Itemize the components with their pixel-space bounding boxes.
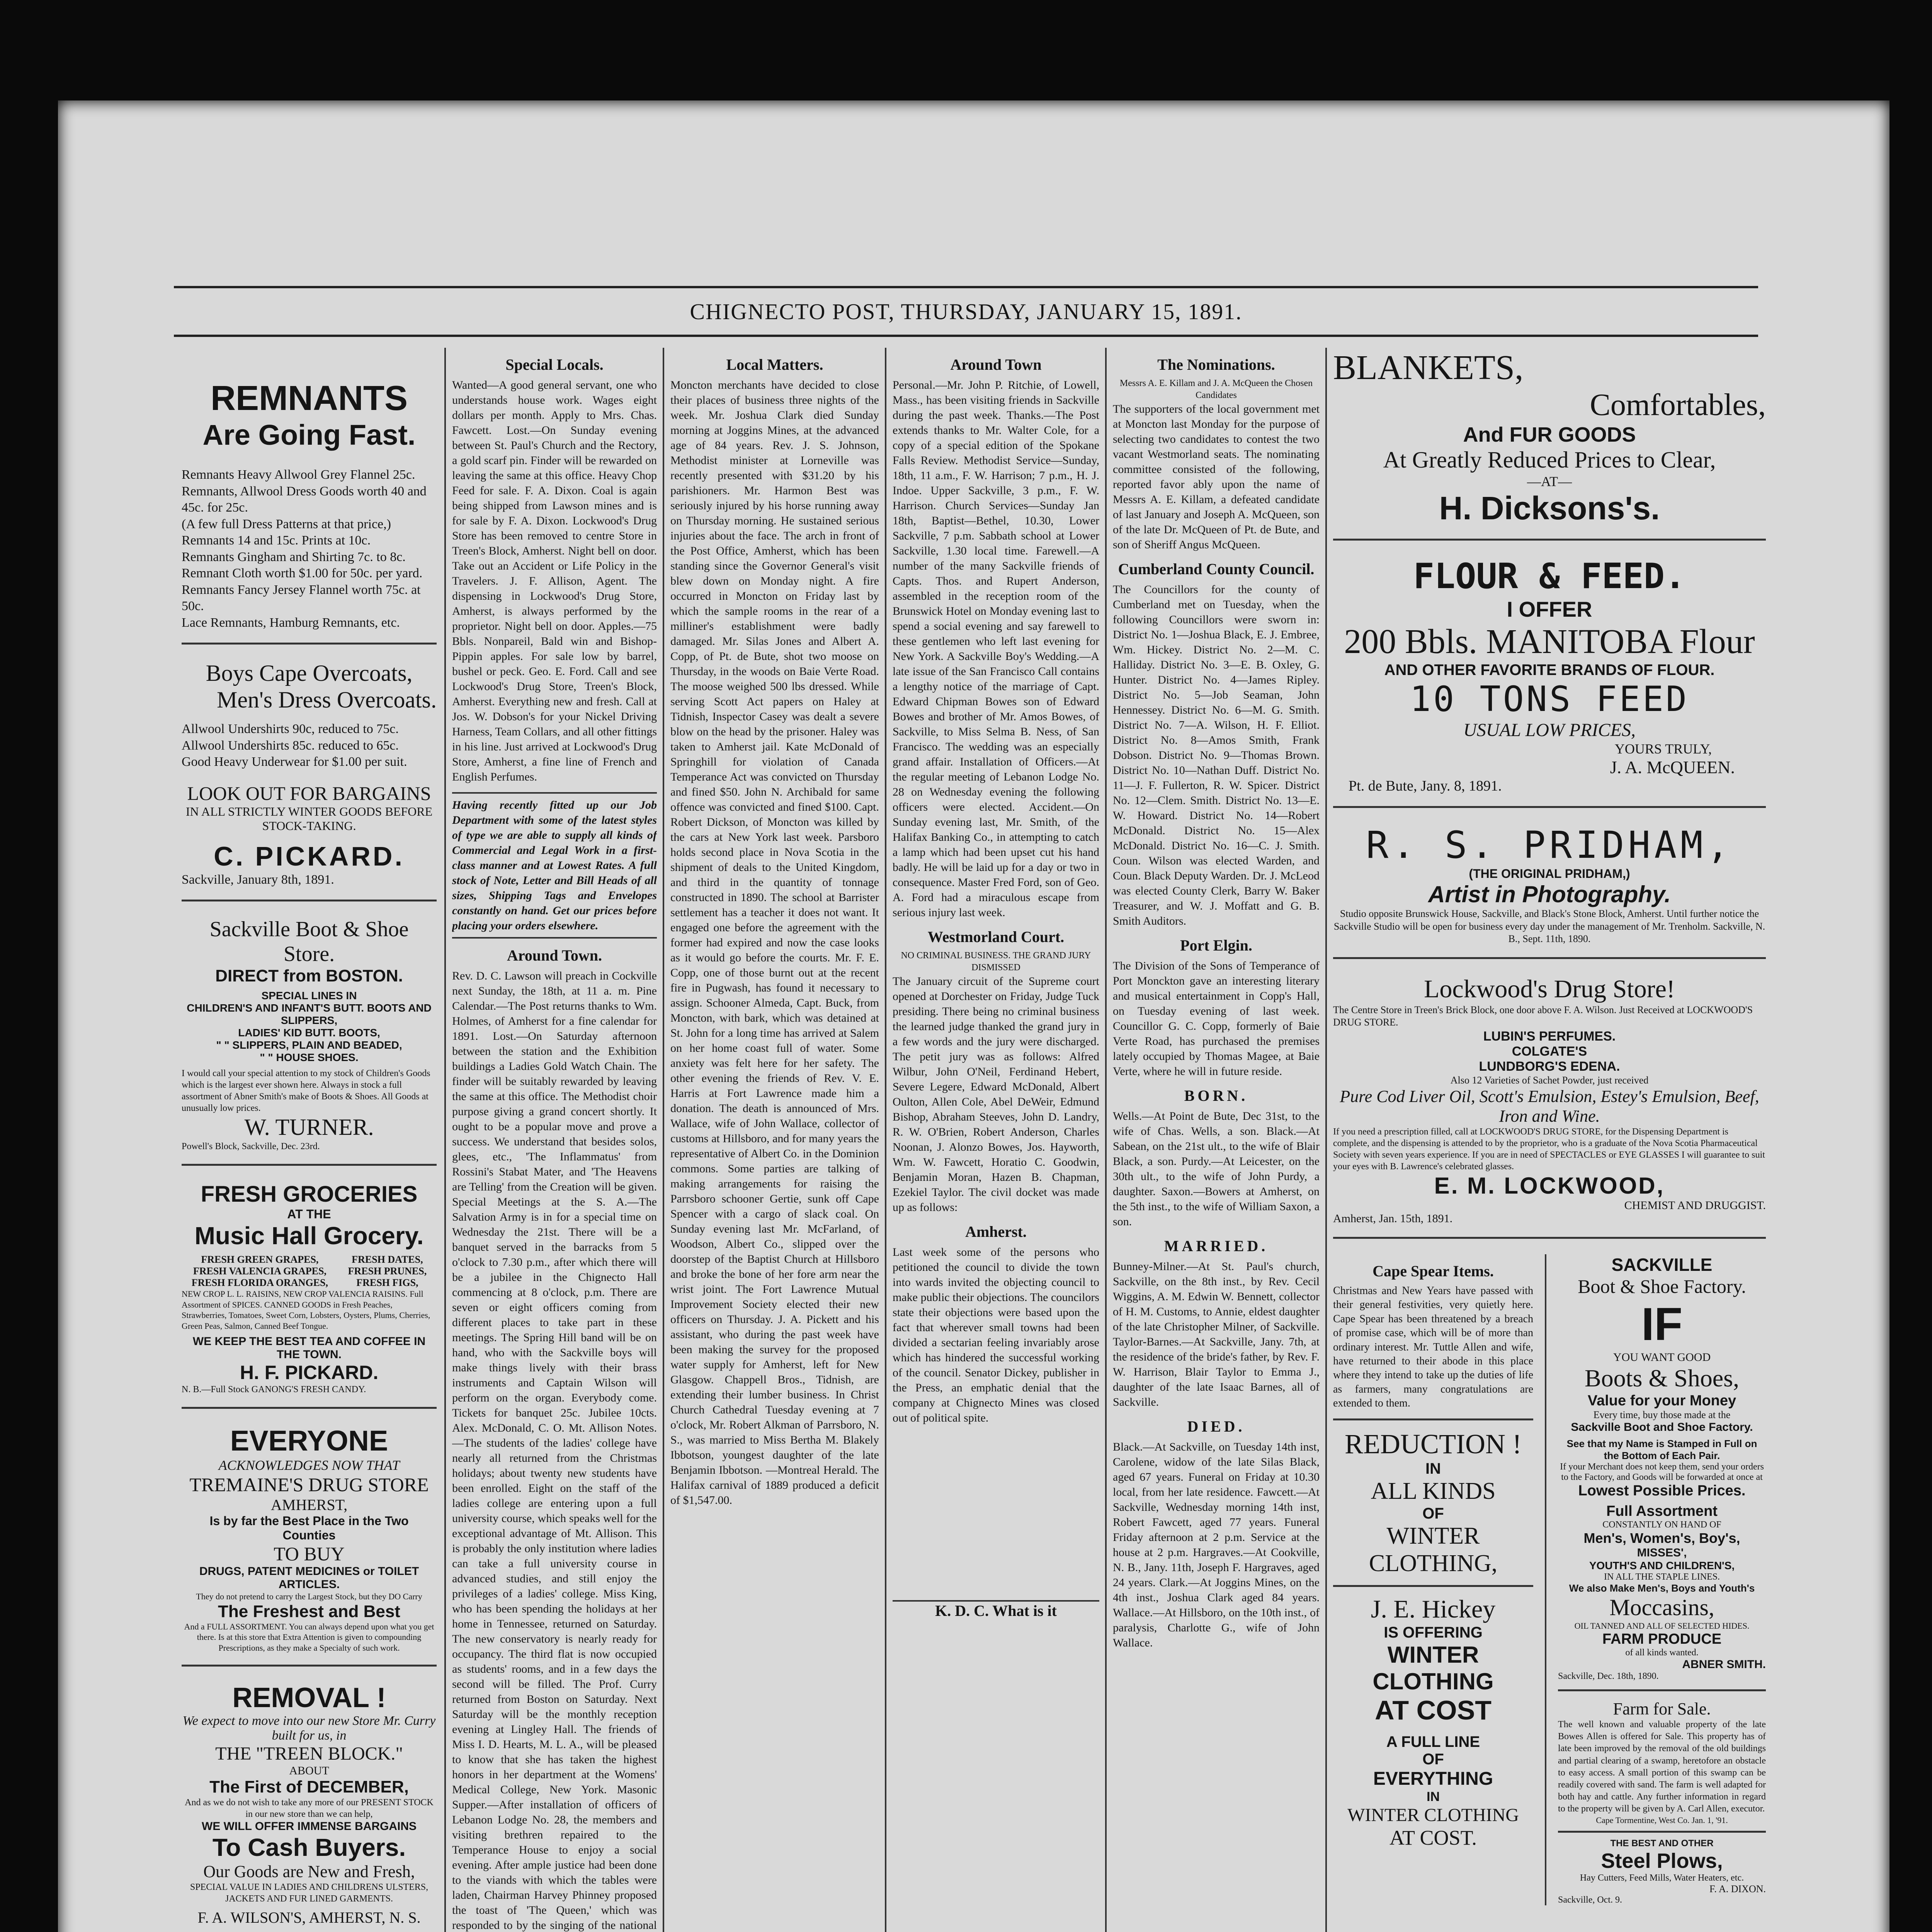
groceries-note: NEW CROP L. L. RAISINS, NEW CROP VALENCIA RAISINS. Full Assortment of SPICES. CANNED GOODS in Fresh Peaches, Strawberries, Tomatoes, Sweet Corn, Lobsters, Oysters, Plums, Cherries, Green Peas, Salmon, Canned Beef Tongue. (182, 1289, 430, 1331)
remnants-ad (182, 379, 437, 645)
job-department-notice: Having recently fitted up our Job Department with some of the latest styles of type we are able to supply all kinds of Commercial and Legal Work in a first-class manner and at Lowest Rates. A full stock of Note, Letter and Bill Heads of all sizes, Shipping Tags and Envelopes constantly on hand. Get our prices before placing your orders elsewhere. (452, 792, 657, 939)
column-rule (1325, 348, 1327, 1932)
article-text: Personal.—Mr. John P. Ritchie, of Lowell, Mass., has been visiting friends in Sackville during the past week. Thanks.—The Post extends thanks to Mr. Walter Cole, for a copy of a special edition of the Spokane Falls Review. Methodist Service—Sunday, 18th, 11 a.m., F. W. Harrison; 7 p.m., H. J. Indoe. Upper Sackville, 3 p.m., F. W. Harrison. Church Services—Sunday Jan 18th, Baptist—Bethel, 10.30, Lower Sackville, 7 p.m. Sabbath school at Lower Sackville, 1.30 local time. Farewell.—A number of the many Sackville friends of Capts. Thos. and Rupert Anderson, assembled in the reception room of the Brunswick Hotel on Monday evening last to spend a social evening and say farewell to these gentlemen who left last evening for New York. A Sackville Boy's Wedding.—A late issue of the San Francisco Call contains a lengthy notice of the marriage of Capt. Edward Chipman Bowes son of Edward Bowes and brother of Mr. Amos Bowes, of Sackville, to Miss Selma B. Ness, of San Francisco. The wedding was an especially grand affair. Installation of Officers.—At the regular meeting of Lebanon Lodge No. 28 on Wednesday evening the following officers were elected. Accident.—On Sunday evening last, Mr. Smith, of the Halifax Banking Co., in attempting to catch a lamp which had been upset cut his hand badly. He will be laid up for a day or two in consequence. Master Fred Ford, son of Geo. A. Ford had a miraculous escape from serious injury last week. (893, 379, 1099, 919)
advertiser-name: ABNER SMITH. (1682, 1658, 1766, 1671)
grocery-item: FRESH FLORIDA ORANGES, (191, 1277, 328, 1288)
ad-line: LADIES' KID BUTT. BOOTS, (238, 1027, 380, 1039)
ad-line: Remnants, Allwool Dress Goods worth 40 and 45c. for 25c. (182, 484, 427, 515)
ad-line: Lace Remnants, Hamburg Remnants, etc. (182, 615, 400, 630)
ad-line: Allwool Undershirts 85c. reduced to 65c. (182, 738, 399, 753)
factory-full: Full Assortment (1606, 1503, 1718, 1519)
hickey-wc: WINTER CLOTHING (1347, 1804, 1519, 1825)
column-rule (885, 348, 886, 1932)
factory-farm: FARM PRODUCE (1602, 1631, 1722, 1647)
section-heading: Special Locals. (505, 356, 604, 373)
pridham-artist: Artist in Photography. (1428, 881, 1671, 907)
everyone-ack: ACKNOWLEDGES NOW THAT (218, 1458, 400, 1473)
plows-best: THE BEST AND OTHER (1610, 1838, 1714, 1849)
lockwood-ad (1333, 975, 1766, 1239)
section-heading: MARRIED. (1164, 1237, 1269, 1255)
hickey-of: OF (1422, 1750, 1444, 1768)
ad-line: Remnant Cloth worth $1.00 for 50c. per yard. (182, 566, 423, 580)
factory-misses: MISSES', (1637, 1546, 1687, 1559)
lockwood-pure: Pure Cod Liver Oil, Scott's Emulsion, Estey's Emulsion, Beef, Iron and Wine. (1340, 1087, 1759, 1126)
dateline: Sackville, January 8th, 1891. (182, 872, 334, 887)
flour-tons: 10 TONS FEED (1410, 679, 1689, 719)
article-text: Black.—At Sackville, on Tuesday 14th inst, Carolene, widow of the late Silas Black, aged 67 years. Funeral on Friday at 10.30 local, from her late residence. Fawcett.—At Sackville, Wednesday morning 14th inst, Robert Fawcett, aged 77 years. Funeral Friday afternoon at 2 p.m. Service at the house at 2 p.m. Hargraves.—At Cookville, N. B., Jany. 11th, Joseph F. Hargraves, aged 24 years. Clark.—At Joggins Mines, on the 4th inst., Joshua Clark aged 84 years. Wallace.—At Hillsboro, on the 10th inst., of paralysis, Charlotte G., wife of John Wallace. (1113, 1440, 1320, 1650)
removal-line-2: And as we do not wish to take any more of our PRESENT STOCK in our new store than we can help, (185, 1798, 434, 1819)
factory-sbs: Sackville Boot and Shoe Factory. (1571, 1421, 1753, 1434)
lockwood-note: If you need a prescription filled, call at LOCKWOOD'S DRUG STORE, for the Dispensing Department is complete, and the dispensing is attended to by the proprietor, who is a graduate of the Nova Scotia Pharmaceutical Society with seven years experience. If you are in need of SPECTACLES or EYE GLASSES I will guarantee to suit your eyes with B. Lawrence's celebrated glasses. (1333, 1127, 1765, 1172)
reduction-winter: WINTER (1386, 1522, 1480, 1549)
masthead: CHIGNECTO POST, THURSDAY, JANUARY 15, 1891. (174, 286, 1758, 337)
factory-sub: Boot & Shoe Factory. (1578, 1276, 1746, 1297)
ad-line: " " HOUSE SHOES. (260, 1051, 359, 1063)
hickey-atcost: AT COST. (1389, 1826, 1477, 1849)
column-6 (1333, 348, 1766, 1932)
groceries-at: AT THE (287, 1207, 331, 1221)
blankets-title: BLANKETS, (1333, 349, 1524, 387)
drug-store-name: TREMAINE'S DRUG STORE (189, 1474, 429, 1495)
section-heading: DIED. (1187, 1418, 1245, 1435)
remnants-subtitle: Are Going Fast. (202, 419, 416, 451)
removal-offer: WE WILL OFFER IMMENSE BARGAINS (201, 1820, 417, 1833)
factory-want: YOU WANT GOOD (1613, 1351, 1711, 1364)
removal-goods: Our Goods are New and Fresh, (203, 1862, 415, 1881)
section-heading: Around Town. (507, 947, 602, 964)
advertiser-name: H. Dicksons's. (1439, 490, 1660, 526)
section-heading: Cape Spear Items. (1372, 1262, 1494, 1280)
article-text: Wells.—At Point de Bute, Dec 31st, to the wife of Chas. Wells, a son. Black.—At Sabean, on the 21st ult., to the wife of Blair Black, a son. Purdy.—At Leicester, on the 30th ult., to the wife of John Purdy, a daughter. Saxon.—Bowers at Amherst, on the 5th inst., to the wife of William Saxon, a son. (1113, 1110, 1320, 1228)
advertiser-name: J. A. McQUEEN. (1610, 757, 1735, 777)
article-text: Wanted—A good general servant, one who understands house work. Wages eight dollars per month. Apply to Mrs. Chas. Fawcett. Lost.—On Sunday evening between St. Paul's Church and the Rectory, a gold scarf pin. Finder will be rewarded on leaving the same at this office. Heavy Chop Feed for sale. F. A. Dixon. Coal is again being shipped from Lawson mines and is for sale by F. A. Dixon. Lockwood's Drug Store has been removed to centre Store in Treen's Block, Amherst. Night bell on door. Take out an Accident or Life Policy in the Travelers. J. F. Allison, Agent. The dispensing in Lockwood's Drug Store, Amherst, is always performed by the proprietor. Night bell on door. Apples.—75 Bbls. Nonpareil, Bald win and Bishop-Pippin apples. For sale low by barrel, bushel or peck. Geo. E. Ford. Call and see Lockwood's Drug Store, Treen's Block, Amherst. Everything new and fresh. Call at Jos. W. Dobson's for your Nickel Driving Harness, Team Collars, and all other fittings in his line. Just arrived at Lockwood's Drug Store, Amherst, a fine line of French and English Perfumes. (452, 379, 657, 783)
section-subheading: Messrs A. E. Killam and J. A. McQueen the Chosen Candidates (1119, 378, 1313, 401)
photography-ad (1333, 823, 1766, 959)
overcoats-title: Boys Cape Overcoats, (206, 660, 413, 686)
flour-usual: USUAL LOW PRICES, (1463, 720, 1636, 740)
article-text: The Division of the Sons of Temperance of Port Monckton gave an interesting literary and musical entertainment in Copp's Hall, on Tuesday evening of last week. Councillor G. C. Copp, formerly of Baie Verte Road, has purchased the premises lately occupied by Thomas Magee, at Baie Verte, where he will in future reside. (1113, 959, 1320, 1078)
section-heading: The Nominations. (1157, 356, 1275, 373)
factory-stamped: See that my Name is Stamped in Full on the Bottom of Each Pair. (1566, 1438, 1757, 1461)
article-text: Moncton merchants have decided to close their places of business three nights of the week. Mr. Joshua Clark died Sunday morning at Joggins Mines, at the advanced age of 84 years. Rev. J. S. Johnson, Methodist minister at Lorneville was recently presented with $31.20 by his parishioners. Mr. Harmon Best was seriously injured by his horse running away on Thursday morning. He sustained serious injuries about the face. The arch in front of the Post Office, Amherst, which has been standing since the Governor General's visit blew down on Monday night. A fire occurred in Moncton on Friday last by which the sample rooms in the rear of a milliner's establishment were badly damaged. Mr. Silas Jones and Albert A. Copp, of Pt. de Bute, shot two moose on Thursday, in the woods on Baie Verte Road. The moose weighed 500 lbs dressed. While serving Scott Act papers on Haley at Tidnish, Inspector Casey was dealt a severe blow on the head by the prisoner. Haley was taken to Amherst jail. Kate McDonald of Springhill for violation of Canada Temperance Act was convicted on Thursday and fined $50. John N. Archibald for same offence was convicted and fined $100. Capt. Robert Dickson, of Moncton was killed by the cars at New York last week. Parsboro holds second place in Nova Scotia in the shipment of deals to the United Kingdom, and third in the quantity of tonnage constructed in 1890. The school at Barrister settlement has a teacher it does not want. It engaged one before the agreement with the former had expired and now the case looks as it would go before the courts. Mr. F. E. Copp, one of those burnt out at the recent fire in Pugwash, has found it necessary to assign. Schooner Almeda, Capt. Buck, from Moncton, with bark, which was detained at St. John for a long time has arrived at Salem on her home coast full of water. Some anxiety was felt here for her safety. The other evening the friends of Rev. V. E. Harris at Fort Lawrence made him a donation. The death is announced of Mrs. Wallace, wife of John Wallace, collector of customs at Hillsboro, and for many years the representative of Albert Co. in the Dominion commons. Some parties are talking of making arrangements for raising the Parrsboro schooner Gertie, sunk off Cape Spencer with a cargo of slack coal. On Sunday evening last Mr. McFarland, of Woodson, Albert Co., slipped over the doorstep of the Baptist Church at Hillsboro and broke the bone of her fore arm near the wrist joint. The Fort Lawrence Mutual Improvement Society elected their new officers on Thursday. J. A. Pickett and his assistant, who during the past week have been making the survey for the proposed water supply for Amherst, left for New Glasgow. Chappell Bros., Tidnish, are extending their lumber business. In Christ Church Cathedral Tuesday evening at 7 o'clock, Mr. Robert Alkman of Parrsboro, N. S., was married to Miss Bertha M. Blakely Ibbotson, youngest daughter of the late Benjamin Ibbotson. —Montreal Herald. The Halifax carnival of 1889 produced a deficit of $1,547.00. (670, 379, 879, 1507)
flour-yours: YOURS TRULY, (1614, 741, 1712, 757)
kdc-notice: K. D. C. What is it (893, 1600, 1099, 1620)
lockwood-product: LUBIN'S PERFUMES. (1483, 1029, 1616, 1044)
column-4 (893, 348, 1099, 1932)
factory-moccasins: Moccasins, (1609, 1595, 1714, 1620)
article-text: The supporters of the local government met at Moncton last Monday for the purpose of selecting two candidates to contest the two vacant Westmorland seats. The nominating committee consisted of the following, reported favor ably upon the name of Messrs A. E. Killam, a defeated candidate of last January and Joseph A. McQueen, son of the late Dr. McQueen of Pt. de Bute, and son of Sheriff Angus McQueen. (1113, 403, 1320, 551)
overcoats-title-2: Men's Dress Overcoats. (216, 687, 437, 713)
hickey-everything: EVERYTHING (1373, 1768, 1493, 1789)
reduction-all: ALL KINDS (1371, 1478, 1496, 1504)
section-heading: Around Town (950, 356, 1042, 373)
hickey-cost: AT COST (1375, 1695, 1492, 1725)
removal-line: We expect to move into our new Store Mr. Curry built for us, in (182, 1714, 436, 1743)
dateline: Sackville, Dec. 18th, 1890. (1558, 1671, 1659, 1681)
ad-line: Remnants Heavy Allwool Grey Flannel 25c. (182, 468, 415, 482)
grocery-item: FRESH VALENCIA GRAPES, (193, 1265, 327, 1277)
lockwood-product: COLGATE'S (1512, 1044, 1587, 1059)
factory-merchant: If your Merchant does not keep them, send your orders to the Factory, and Goods will be forwarded at once at (1560, 1462, 1764, 1482)
article-text: The January circuit of the Supreme court opened at Dorchester on Friday, Judge Tuck presiding. There being no criminal business the learned judge thanked the grand jury in a few words and the jury were discharged. The petit jury was as follows: Alfred Wilbur, John O'Neil, Ferdinand Hebert, Severe Legere, Edward McDonald, Albert Oulton, Allen Cole, Abel DeWeir, Edmund Bishop, Abraham Steeves, John D. Landry, R. W. O'Brien, Robert Anderson, Charles Noonan, J. Alonzo Bowes, Jos. Hayworth, Wm. W. Fawcett, Horatio C. Goodwin, Benjamin Moran, Hazen B. Chapman, Ezekiel Taylor. The civil docket was made up as follows: (893, 975, 1099, 1214)
drug-store-tobuy: TO BUY (274, 1543, 345, 1565)
drug-store-note: They do not pretend to carry the Largest Stock, but they DO Carry (196, 1592, 422, 1601)
drug-store-freshest: The Freshest and Best (218, 1602, 400, 1621)
reduction-title: REDUCTION ! (1345, 1428, 1522, 1459)
grocery-item: FRESH DATES, (352, 1254, 423, 1265)
section-subheading: NO CRIMINAL BUSINESS. THE GRAND JURY DISMISSED (901, 951, 1091, 973)
removal-block: THE "TREEN BLOCK." (215, 1743, 403, 1764)
factory-value: Value for your Money (1587, 1393, 1736, 1409)
removal-ad (182, 1682, 437, 1932)
boot-store-sub: DIRECT from BOSTON. (215, 966, 403, 985)
factory-oil: OIL TANNED AND ALL OF SELECTED HIDES. (1574, 1621, 1750, 1631)
advertiser-name: C. PICKARD. (214, 841, 405, 871)
factory-title: SACKVILLE (1611, 1255, 1713, 1275)
blankets-at: —AT— (1527, 474, 1572, 489)
plows-hay: Hay Cutters, Feed Mills, Water Heaters, etc. (1580, 1872, 1744, 1883)
removal-special: SPECIAL VALUE IN LADIES AND CHILDRENS ULSTERS, JACKETS AND FUR LINED GARMENTS. (190, 1882, 429, 1904)
dateline: Pt. de Bute, Jany. 8, 1891. (1349, 778, 1502, 794)
ad-line: (A few full Dress Patterns at that price,) (182, 517, 391, 531)
flour-bbls: 200 Bbls. MANITOBA Flour (1344, 622, 1755, 661)
factory-lowest: Lowest Possible Prices. (1578, 1483, 1746, 1499)
dateline: Cape Tormentine, West Co. Jan. 1, '91. (1596, 1815, 1728, 1825)
article-text: Bunney-Milner.—At St. Paul's church, Sackville, on the 8th inst., by Rev. Cecil Wiggins, A. M. Edwin W. Bennett, collector of H. M. Customs, to Annie, eldest daughter of the late Christopher Milner, of Sackville. Taylor-Barnes.—At Sackville, Jany. 7th, at the residence of the bride's father, by Rev. F. W. Harrison, Blair Taylor to Emma J., daughter of the late Isaac Barnes, all of Sackville. (1113, 1260, 1320, 1409)
lockwood-product: LUNDBORG'S EDENA. (1479, 1059, 1620, 1074)
ad-line: Good Heavy Underwear for $1.00 per suit. (182, 755, 407, 769)
drug-store-town: AMHERST, (270, 1496, 348, 1514)
overcoats-ad (182, 660, 437, 901)
column-rule (663, 348, 664, 1932)
boot-store-title: Sackville Boot & Shoe Store. (209, 917, 409, 966)
ad-line: CHILDREN'S AND INFANT'S BUTT. BOOTS AND SLIPPERS, (187, 1002, 432, 1026)
advertiser-name: F. A. WILSON'S, AMHERST, N. S. (197, 1909, 421, 1926)
section-heading: Westmorland Court. (927, 928, 1065, 946)
everyone-title: EVERYONE (230, 1425, 388, 1457)
ad-line: " " SLIPPERS, PLAIN AND BEADED, (216, 1039, 402, 1051)
lockwood-role: CHEMIST AND DRUGGIST. (1624, 1199, 1766, 1212)
grocery-item: FRESH PRUNES, (348, 1265, 427, 1277)
factory-mens: Men's, Women's, Boy's, (1583, 1530, 1740, 1546)
hickey-clothing: CLOTHING (1372, 1668, 1494, 1694)
advertiser-name: F. A. DIXON. (1709, 1883, 1766, 1895)
section-heading: Port Elgin. (1180, 937, 1252, 954)
drug-store-items: DRUGS, PATENT MEDICINES or TOILET ARTICLES. (199, 1565, 419, 1591)
flour-ad (1333, 556, 1766, 808)
advertiser-name: J. E. Hickey (1371, 1595, 1496, 1623)
column-5 (1113, 348, 1320, 1932)
section-heading: BORN. (1184, 1087, 1248, 1105)
ad-line: Remnants 14 and 15c. Prints at 10c. (182, 533, 371, 548)
blankets-fur: And FUR GOODS (1463, 423, 1636, 446)
article-text: Last week some of the persons who petitioned the council to divide the town into wards invited the objecting council to make public their objections. The councilors state their objections were based upon the fact that wherever small towns had been divided a sectarian feeling invariably arose which has hindered the successful working of the council. Senator Dickey, publisher in the Press, an emphatic denial that the company at Chignecto Mines was closed out of political spite. (893, 1246, 1099, 1425)
bargains-sub: IN ALL STRICTLY WINTER GOODS BEFORE STOCK-TAKING. (185, 804, 433, 833)
removal-cash: To Cash Buyers. (212, 1833, 406, 1861)
groceries-place: Music Hall Grocery. (194, 1222, 424, 1250)
flour-offer: I OFFER (1507, 597, 1592, 621)
reduction-in: IN (1425, 1460, 1441, 1477)
section-heading: Amherst. (965, 1223, 1027, 1241)
grocery-item: FRESH FIGS, (356, 1277, 418, 1288)
advertiser-name: H. F. PICKARD. (240, 1362, 379, 1383)
drug-store-note-2: And a FULL ASSORTMENT. You can always depend upon what you get there. Is at this store that Extra Attention is given to compounding Prescriptions, as they make a Specialty of such work. (184, 1621, 434, 1653)
section-heading: Farm for Sale. (1613, 1699, 1711, 1718)
ad-line: Remnants Fancy Jersey Flannel worth 75c. at 50c. (182, 582, 421, 613)
drug-store-best: Is by far the Best Place in the Two Counties (209, 1514, 409, 1542)
factory-youths: YOUTH'S AND CHILDREN'S, (1589, 1560, 1735, 1571)
dateline: Powell's Block, Sackville, Dec. 23rd. (182, 1141, 320, 1151)
pridham-orig: (THE ORIGINAL PRIDHAM,) (1469, 867, 1630, 881)
flour-brands: AND OTHER FAVORITE BRANDS OF FLOUR. (1384, 662, 1715, 679)
right-subcolumn (1558, 1254, 1766, 1905)
reduction-clothing: CLOTHING, (1369, 1550, 1498, 1577)
factory-taken: of all kinds wanted. (1625, 1648, 1699, 1658)
factory-every: Every time, buy those made at the (1593, 1409, 1731, 1420)
advertiser-name: E. M. LOCKWOOD, (1434, 1173, 1665, 1199)
boot-store-ad (182, 917, 437, 1166)
pridham-name: R. S. PRIDHAM, (1366, 823, 1733, 867)
blankets-ad (1333, 348, 1766, 541)
lockwood-intro: The Centre Store in Treen's Brick Block, one door above F. A. Wilson. Just Received at LOCKWOOD'S DRUG STORE. (1333, 1004, 1753, 1028)
ad-line: Remnants Gingham and Shirting 7c. to 8c. (182, 549, 406, 564)
pridham-note: Studio opposite Brunswick House, Sackville, and Black's Stone Block, Amherst. Until further notice the Sackville Studio will be open for business every day under the management of Mr. Trenholm. Sackville, N. B., Sept. 11th, 1890. (1333, 908, 1765, 944)
ad-line: SPECIAL LINES IN (261, 990, 357, 1002)
hickey-offering: IS OFFERING (1384, 1624, 1483, 1641)
remnants-title: REMNANTS (211, 379, 408, 418)
plows-title: Steel Plows, (1601, 1849, 1723, 1872)
grocery-item: FRESH GREEN GRAPES, (201, 1254, 319, 1265)
removal-about: ABOUT (289, 1764, 329, 1777)
article-text: The Councillors for the county of Cumberland met on Tuesday, when the following Councillors were sworn in: District No. 1—Joshua Black, E. J. Embree, Wm. Hickey. District No. 2—M. C. Halliday. District No. 3—E. B. Oxley, G. Hunter. District No. 4—James Ripley. District No. 5—Job Seaman, John Hennessey. District No. 6—M. G. Smith. District No. 7—A. Wilson, H. F. Elliot. District No. 8—Amos Smith, Frank Dobson. District No. 9—Thomas Brown. District No. 10—Nathan Duff. District No. 11—J. F. Fullerton, R. W. Spicer. District No. 12—Clem. Smith. District No. 13—E. W. Howard. District No. 14—Robert McDonald. District No. 15—Alex McDonald. District No. 16—C. J. Smith. Coun. Wilson was elected Warden, and Coun. Black Deputy Warden. Dr. J. McLeod was elected County Clerk, Barry W. Baker Treasurer, and W. J. Moffatt and G. B. Smith Auditors. (1113, 583, 1320, 928)
advertiser-name: W. TURNER. (244, 1114, 374, 1140)
dateline: Sackville, Oct. 9. (1558, 1895, 1622, 1905)
column-1 (182, 348, 437, 1932)
article-text: Christmas and New Years have passed with their general festivities, very quietly here. Cape Spear has been threatened by a breach of promise case, which will be of more than ordinary interest. Mr. Tuttle Allen and wife, have returned to their abode in this place where they intend to take up the duties of life as farmers, many congratulations are extended to them. (1333, 1285, 1534, 1410)
factory-boots: Boots & Shoes, (1584, 1364, 1740, 1392)
lockwood-product: Also 12 Varieties of Sachet Powder, just received (1450, 1074, 1649, 1086)
section-heading: Local Matters. (726, 356, 823, 373)
article-text: The well known and valuable property of the late Bowes Allen is offered for Sale. This property has of late been improved by the removal of the old buildings and partial clearing of a swamp, heretofore an obstacle to easy access. A small portion of this swamp can be readily covered with sand. The farm is well adapted for both hay and cattle. Any further information in regard to the property will be given by A. Carl Allen, executor. (1558, 1719, 1766, 1814)
blankets-reduced: At Greatly Reduced Prices to Clear, (1383, 447, 1716, 473)
groceries-nb: N. B.—Full Stock GANONG'S FRESH CANDY. (182, 1384, 366, 1395)
factory-if: IF (1641, 1298, 1683, 1350)
removal-title: REMOVAL ! (232, 1682, 386, 1713)
boot-store-note: I would call your special attention to my stock of Children's Goods which is the largest ever shown here. Always in stock a full assortment of Abner Smith's make of Boots & Shoes. All Goods at unusually low prices. (182, 1068, 430, 1113)
bargains-heading: LOOK OUT FOR BARGAINS (187, 782, 431, 804)
factory-staple: IN ALL THE STAPLE LINES. (1604, 1572, 1720, 1582)
article-text: Rev. D. C. Lawson will preach in Cockville next Sunday, the 18th, at 11 a. m. Pine Calendar.—The Post returns thanks to Wm. Holmes, of Amherst for a fine calendar for 1891. Lost.—On Saturday afternoon between the station and the Exhibition buildings a Ladies Gold Watch Chain. The finder will be suitably rewarded by leaving the same at this office. The Methodist choir purpose giving a grand concert shortly. It ought to be a popular move and prove a success. We understand that besides solos, glees, etc., 'The Inflammatus' from Rossini's Stabat Mater, and 'The Heavens are Telling' from the Creation will be given. Special Meetings at the S. A.—The Salvation Army is in for a special time on Wednesday the 21st. There will be a banquet served in the barracks from 5 o'clock to 7.30 p.m., after which there will be a jubilee in the Chignecto Hall commencing at 8 o'clock, p.m. There are seven or eight officers coming from different places to take part in these meetings. The Spring Hill band will be on hand, who with the Sackville boys will make things lively with their brass instruments and Captain Wilson will perform on the organ. Everybody come. Tickets for banquet 25c. Jubilee 10cts. Alex. McDonald, C. O. Mt. Allison Notes.—The students of the ladies' college have nearly all returned from the Christmas holidays; about twenty new students have been enrolled. Eight on the staff of the ladies college are entering upon a full university course, which speaks well for the exceptional advantage of Mt. Allison. This is probably the only institution where ladies can take a full university course in advanced studies, and still enjoy the privileges of a ladies' college. Miss King, who has been spending the holidays at her home in Tennessee, returned on Saturday. The new conservatory is nearly ready for occupancy. The third flat is now occupied as students' rooms, and in a few days the second will be filled. The Prof. Curry returned from Boston on Saturday. Next Saturday will be the monthly reception evening at Lingley Hall. The friends of Miss I. D. Hearts, M. L. A., will be pleased to know that she has taken the highest honors in her department at the Womens' Medical College, New York. Masonic Supper.—After installation of officers of Lebanon Lodge No. 28, the members and visiting brethren repaired to the Temperance House to enjoy a social evening. After ample justice had been done to the viands with which the tables were laden, Chairman Harvey Phinney proposed the toast of 'The Queen,' which was responded to by the singing of the national (452, 969, 657, 1932)
flour-title: FLOUR & FEED. (1413, 556, 1686, 597)
reduction-of: OF (1422, 1505, 1444, 1522)
groceries-slogan: WE KEEP THE BEST TEA AND COFFEE IN THE TOWN. (192, 1335, 426, 1361)
ad-line: Allwool Undershirts 90c, reduced to 75c. (182, 722, 399, 736)
left-subcolumn (1333, 1254, 1533, 1905)
removal-date: The First of DECEMBER, (209, 1777, 409, 1796)
groceries-ad (182, 1181, 437, 1409)
column-rule (444, 348, 446, 1932)
column-3 (670, 348, 879, 1932)
hickey-in: IN (1427, 1789, 1440, 1804)
section-heading: Cumberland County Council. (1118, 560, 1315, 578)
hickey-full: A FULL LINE (1386, 1733, 1480, 1750)
hickey-winter: WINTER (1387, 1641, 1479, 1668)
column-rule (1105, 348, 1107, 1932)
newspaper-page (58, 100, 1889, 1932)
groceries-title: FRESH GROCERIES (201, 1182, 418, 1207)
blankets-comfortables: Comfortables, (1590, 388, 1766, 422)
factory-also: We also Make Men's, Boys and Youth's (1569, 1582, 1755, 1594)
dateline: Amherst, Jan. 15th, 1891. (1333, 1212, 1453, 1225)
column-2 (452, 348, 657, 1932)
factory-constantly: CONSTANTLY ON HAND OF (1602, 1520, 1721, 1530)
drug-store-ad (182, 1424, 437, 1667)
lockwood-title: Lockwood's Drug Store! (1424, 975, 1675, 1003)
